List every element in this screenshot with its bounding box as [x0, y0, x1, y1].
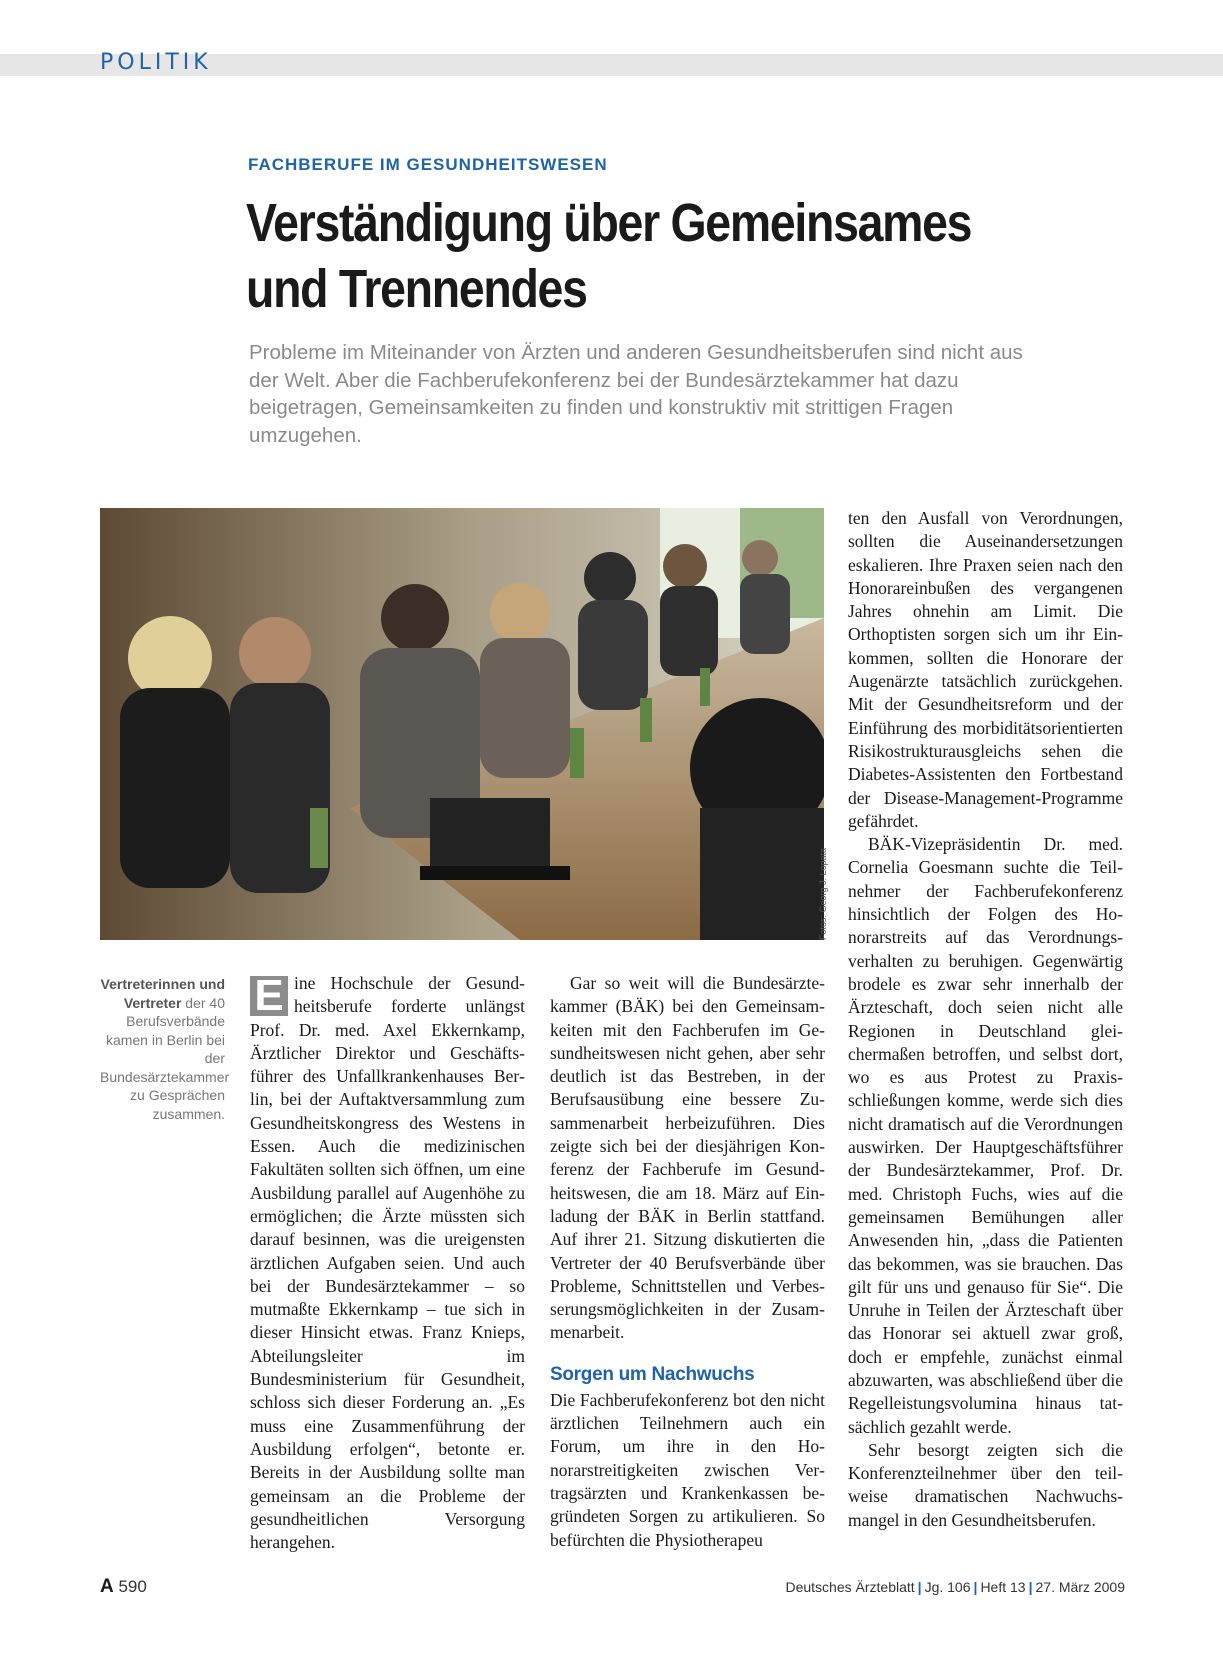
journal-issue: Heft 13 — [980, 1579, 1026, 1595]
journal-volume: Jg. 106 — [924, 1579, 971, 1595]
photo-credit: Fotos: Georg J. Lopata — [818, 847, 828, 940]
journal-name: Deutsches Ärzteblatt — [785, 1579, 915, 1595]
caption-text: der 40 Berufsverbände kamen in Berlin bei der Bundesärztekammer zu Gesprächen zusammen. — [100, 994, 230, 1122]
separator: | — [973, 1579, 978, 1595]
journal-date: 27. März 2009 — [1035, 1579, 1125, 1595]
headline-line-2: und Trennendes — [246, 259, 587, 319]
separator: | — [1028, 1579, 1033, 1595]
paragraph: ten den Ausfall von Verordnungen, sollten die Auseinandersetzungen eskalieren. Ihre Praxen seien nach den Honorareinbußen des vergangenen Jahres ohnehin am Limit. Die Orthoptisten sorgen sich um ihr Einkommen, sollten die Honorare der Augenärzte tatsächlich zurückgehen. Mit der Gesundheitsreform und der Einführung des morbiditätsorientierten Risikostrukturausgleichs sehen die Diabetes-Assistenten den Fortbestand der Disease-Management-Programme gefährdet. — [848, 508, 1123, 831]
subheading: Sorgen um Nachwuchs — [550, 1363, 755, 1385]
paragraph: Sehr besorgt zeigten sich die Konferenzteilnehmer über den teilweise dramatischen Nachwuchsmangel in den Gesundheitsberufen. — [848, 1439, 1123, 1530]
section-label: POLITIK — [100, 50, 212, 75]
folio-number: 590 — [118, 1577, 147, 1596]
conference-photo-illustration — [100, 508, 824, 940]
headline-line-1: Verständigung über Gemeinsames — [246, 193, 972, 253]
paragraph: Gar so weit will die Bundesärztekammer (BÄK) bei den Gemeinsamkeiten mit den Fachberufen im Gesundheitswesen nicht gehen, aber sehr deutlich ist das Bestreben, in der Berufsausübung eine bessere Zusammenarbeit herbeizuführen. Dies zeigte sich bei der diesjährigen Konferenz der Fachberufe im Gesundheitswesen, die am 18. März auf Einladung der BÄK in Berlin stattfand. Auf ihrer 21. Sitzung diskutierten die Vertreter der 40 Berufsverbände über Probleme, Schnittstellen und Verbesserungsmöglichkeiten in der Zusammenarbeit. — [550, 973, 825, 1343]
journal-imprint — [785, 1579, 1125, 1595]
folio-letter: A — [100, 1576, 114, 1597]
body-column-3 — [848, 507, 1123, 1532]
article-standfirst: Probleme im Miteinander von Ärzten und anderen Gesundheitsberufen sind nicht aus der Welt. Aber die Fachberufekonferenz bei der Bundesärztekammer hat dazu beigetragen, Gemeinsamkeiten zu finden und konstruktiv mit strittigen Fragen umzugehen. — [249, 341, 1023, 447]
photo-caption — [100, 975, 230, 1123]
paragraph: Die Fachberufekonferenz bot den nicht ärztlichen Teilnehmern auch ein Forum, um ihre in den Honorarstreitigkeiten zwischen Vertragsärzten und Krankenkassen begründeten Sorgen zu artikulieren. So befürchten die Physiotherapeu — [550, 1389, 825, 1550]
body-column-1 — [250, 972, 525, 1554]
page-number — [100, 1576, 147, 1598]
conference-photo — [100, 508, 824, 940]
drop-cap: E — [250, 976, 288, 1016]
body-column-2 — [550, 972, 825, 1552]
caption-lead: Vertreterinnen und Vertreter — [100, 976, 225, 1011]
paragraph: BÄK-Vizepräsidentin Dr. med. Cornelia Goesmann suchte die Teilnehmer der Fachberufekonferenz hinsichtlich der Folgen des Honorarstreits auf das Verordnungsverhalten zu beruhigen. Gegenwärtig brodele es zwar sehr innerhalb der Ärzteschaft, doch seien nicht alle Regionen in Deutschland gleichermaßen betroffen, und selbst dort, wo es aus Protest zu Praxisschließungen komme, werde sich dies nicht dramatisch auf die Verordnungen auswirken. Der Hauptgeschäftsführer der Bundesärztekammer, Prof. Dr. med. Christoph Fuchs, wies auf die gemeinsamen Bemühungen aller Anwesenden hin, „dass die Patienten das bekommen, was sie brauchen. Das gilt für uns und genauso für Sie“. Die Unruhe in Teilen der Ärzteschaft über das Honorar sei aktuell zwar groß, doch er empfehle, zunächst einmal abzuwarten, was abschließend über die Regelleistungsvolumina hinaus tatsächlich gezahlt werde. — [848, 834, 1123, 1437]
article-headline — [246, 190, 1020, 322]
article-kicker: FACHBERUFE IM GESUNDHEITSWESEN — [248, 155, 608, 174]
separator: | — [917, 1579, 922, 1595]
paragraph: ine Hochschule der Gesundheitsberufe forderte unlängst Prof. Dr. med. Axel Ekkernkamp, Ärztlicher Direktor und Geschäftsführer des Unfallkrankenhauses Berlin, bei der Auftaktversammlung zum Gesundheitskongress des Westens in Essen. Auch die medizinischen Fakultäten sollten sich öffnen, um eine Ausbildung parallel auf Augenhöhe zu ermöglichen; die Ärzte müssten sich darauf besinnen, was die ureigensten ärztlichen Aufgaben seien. Und auch bei der Bundesärztekammer – so mutmaßte Ekkernkamp – tue sich in dieser Hinsicht etwas. Franz Knieps, Abteilungsleiter im Bundesministerium für Gesundheit, schloss sich dieser Forderung an. „Es muss eine Zusammenführung der Ausbildung erfolgen“, betonte er. Bereits in der Ausbildung sollte man gemeinsam an die Probleme der gesundheitlichen Versorgung herangehen. — [250, 973, 525, 1553]
